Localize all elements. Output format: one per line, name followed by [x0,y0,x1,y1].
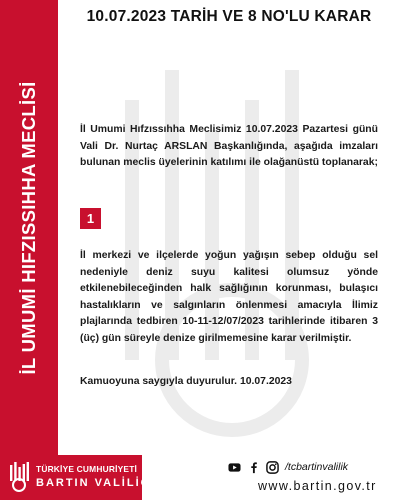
instagram-icon[interactable] [266,461,279,474]
website-link[interactable]: www.bartin.gov.tr [258,479,377,493]
governorate-brand [0,455,157,500]
footer [0,455,400,500]
youtube-icon[interactable] [228,461,241,474]
page-title: 10.07.2023 TARİH VE 8 NO'LU KARAR [86,8,372,25]
closing-line: Kamuoyuna saygıyla duyurulur. 10.07.2023 [80,376,292,387]
social-handle[interactable]: /tcbartinvalilik [285,461,349,473]
decision-paragraph: İl merkezi ve ilçelerde yoğun yağışın sebep olduğu sel nedeniyle deniz suyu kalitesi olumsuz yönde etkilenebileceğinden halk sağlığının korunması, bulaşıcı hastalıkların ve salgınların önlenmesi amacıyla İlimiz plajlarında tedbiren 10-11-12/07/2023 tarihlerinde itibaren 3 (üç) gün süreyle denize girilmemesine karar verilmiştir. [80,250,378,344]
sidebar [0,0,58,455]
governorate-logo-icon [8,461,30,493]
governorate-name: BARTIN VALİLİĞİ [36,477,157,489]
item-number-badge: 1 [80,208,101,229]
social-links [228,459,348,475]
government-name: TÜRKİYE CUMHURİYETİ [36,464,138,474]
facebook-icon[interactable] [247,461,260,474]
header [58,0,400,34]
sidebar-title: İL UMUMİ HIFZISSIHHA MECLİSİ [18,81,39,375]
intro-paragraph: İl Umumi Hıfzıssıhha Meclisimiz 10.07.2023 Pazartesi günü Vali Dr. Nurtaç ARSLAN Başkanlığında, aşağıda imzaları bulunan meclis üyelerinin katılımı ile olağanüstü toplanarak; [80,124,378,168]
